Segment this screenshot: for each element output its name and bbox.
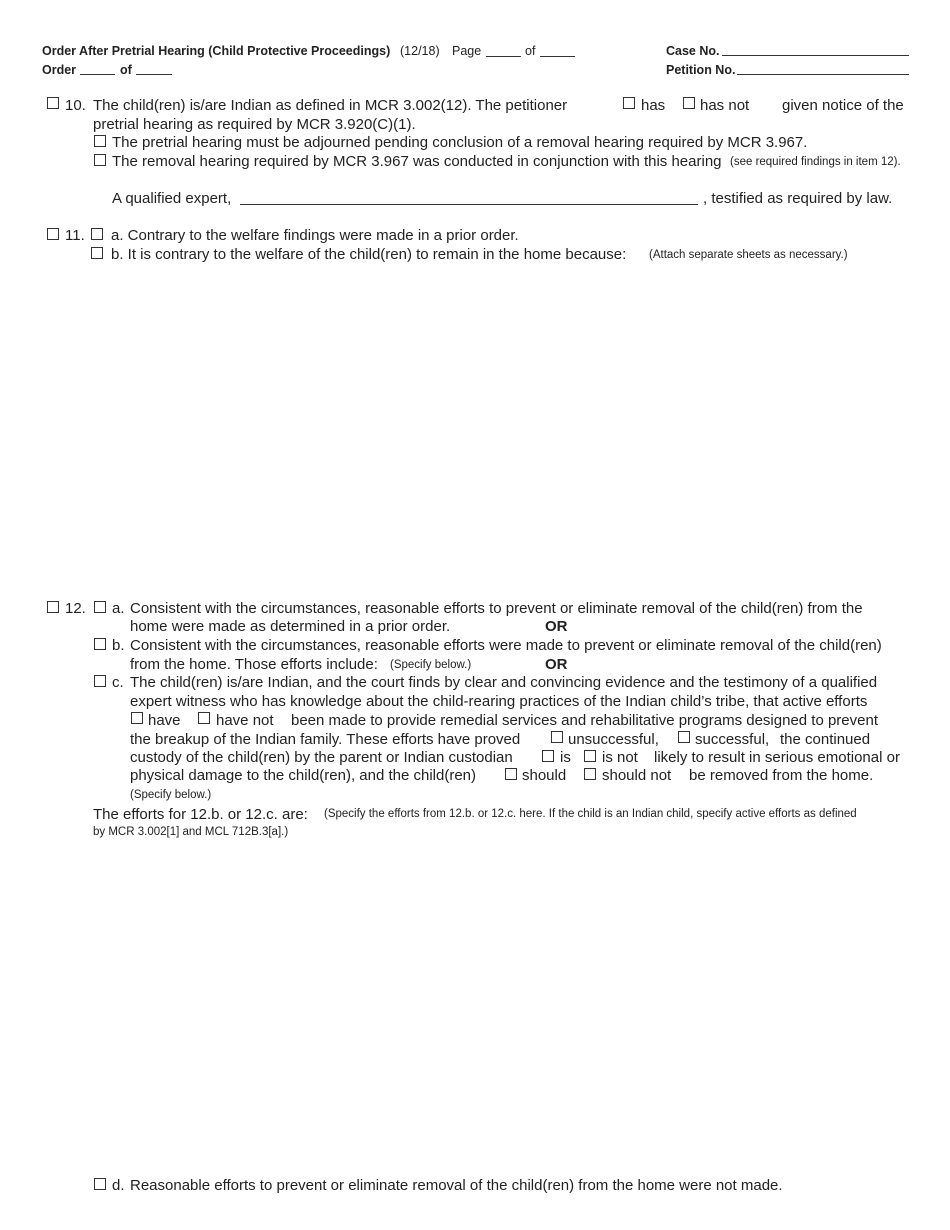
item12c-specify: (Specify below.) (130, 789, 212, 801)
item11b-text: b. It is contrary to the welfare of the child(ren) to remain in the home because: (111, 246, 627, 263)
should-checkbox[interactable] (505, 768, 517, 780)
efforts-note-1: (Specify the efforts from 12.b. or 12.c. here. If the child is an Indian child, specify active efforts as defined (324, 808, 857, 820)
petitioner-has-checkbox[interactable] (623, 97, 635, 109)
item11a-text: a. Contrary to the welfare findings were made in a prior order. (111, 227, 519, 244)
has-not-label: has not (700, 97, 750, 114)
item12a-checkbox[interactable] (94, 601, 106, 613)
expert-prefix: A qualified expert, (112, 190, 232, 207)
efforts-have-not-checkbox[interactable] (198, 712, 210, 724)
item11-checkbox[interactable] (47, 228, 59, 240)
order-number-field[interactable] (80, 74, 115, 75)
item12d-letter: d. (112, 1177, 125, 1194)
petition-no-field[interactable] (737, 74, 909, 75)
efforts-have-checkbox[interactable] (131, 712, 143, 724)
page-total-field[interactable] (540, 56, 575, 57)
expert-suffix: , testified as required by law. (703, 190, 893, 207)
successful-label: successful, (695, 731, 770, 748)
item10-text: The child(ren) is/are Indian as defined in MCR 3.002(12). The petitioner (93, 97, 568, 114)
item12c-line5a: custody of the child(ren) by the parent or Indian custodian (130, 749, 513, 766)
expert-name-field[interactable] (240, 204, 698, 205)
item12a-letter: a. (112, 600, 125, 617)
item11a-checkbox[interactable] (91, 228, 103, 240)
item12-checkbox[interactable] (47, 601, 59, 613)
item12b-specify: (Specify below.) (390, 659, 472, 671)
item11b-note: (Attach separate sheets as necessary.) (649, 249, 848, 261)
should-not-checkbox[interactable] (584, 768, 596, 780)
page-number-field[interactable] (486, 56, 521, 57)
page-of-label: of (525, 44, 536, 58)
unsuccessful-checkbox[interactable] (551, 731, 563, 743)
item12a-line1: Consistent with the circumstances, reasonable efforts to prevent or eliminate removal of the child(ren) from the (130, 600, 863, 617)
item12c-line6b: be removed from the home. (689, 767, 874, 784)
petition-no-label: Petition No. (666, 63, 736, 77)
custody-is-not-checkbox[interactable] (584, 750, 596, 762)
item12c-line4b: the continued (780, 731, 871, 748)
item10-checkbox[interactable] (47, 97, 59, 109)
item12a-line2: home were made as determined in a prior order. (130, 618, 451, 635)
item12b-line2: from the home. Those efforts include: (130, 656, 378, 673)
successful-checkbox[interactable] (678, 731, 690, 743)
case-no-field[interactable] (722, 55, 909, 56)
item11b-checkbox[interactable] (91, 247, 103, 259)
item10-number: 10. (65, 97, 86, 114)
order-of-label: of (120, 63, 132, 77)
unsuccessful-label: unsuccessful, (568, 731, 659, 748)
item12c-line2: expert witness who has knowledge about the child-rearing practices of the Indian child’s tribe, that active efforts (130, 693, 868, 710)
item12b-checkbox[interactable] (94, 638, 106, 650)
item12c-line6a: physical damage to the child(ren), and the child(ren) (130, 767, 477, 784)
efforts-label: The efforts for 12.b. or 12.c. are: (93, 806, 308, 823)
petitioner-has-not-checkbox[interactable] (683, 97, 695, 109)
conducted-checkbox[interactable] (94, 154, 106, 166)
is-label: is (560, 749, 571, 766)
item12d-checkbox[interactable] (94, 1178, 106, 1190)
item12c-line4a: the breakup of the Indian family. These efforts have proved (130, 731, 521, 748)
adjourned-checkbox[interactable] (94, 135, 106, 147)
conducted-text: The removal hearing required by MCR 3.967 was conducted in conjunction with this hearing (112, 153, 722, 170)
item12c-line3: been made to provide remedial services and rehabilitative programs designed to prevent (291, 712, 878, 729)
item12b-line1: Consistent with the circumstances, reasonable efforts were made to prevent or eliminate removal of the child(ren) (130, 637, 882, 654)
form-revision: (12/18) (400, 44, 440, 58)
item12c-letter: c. (112, 674, 124, 691)
form-title: Order After Pretrial Hearing (Child Protective Proceedings) (42, 44, 391, 58)
item10-text-c: pretrial hearing as required by MCR 3.920(C)(1). (93, 116, 416, 133)
should-not-label: should not (602, 767, 672, 784)
item11-number: 11. (65, 227, 85, 244)
has-label: has (641, 97, 666, 114)
conducted-note: (see required findings in item 12). (730, 156, 901, 168)
item12c-line1: The child(ren) is/are Indian, and the court finds by clear and convincing evidence and the testimony of a qualified (130, 674, 878, 691)
order-total-field[interactable] (136, 74, 172, 75)
item12b-letter: b. (112, 637, 125, 654)
or-label-a: OR (545, 618, 568, 635)
or-label-b: OR (545, 656, 568, 673)
item10-text-b: given notice of the (782, 97, 904, 114)
should-label: should (522, 767, 567, 784)
order-label: Order (42, 63, 77, 77)
adjourned-text: The pretrial hearing must be adjourned pending conclusion of a removal hearing required by MCR 3.967. (112, 134, 808, 151)
item12c-line5b: likely to result in serious emotional or (654, 749, 900, 766)
is-not-label: is not (602, 749, 638, 766)
have-label: have (148, 712, 181, 729)
case-no-label: Case No. (666, 44, 720, 58)
have-not-label: have not (216, 712, 274, 729)
item12d-text: Reasonable efforts to prevent or eliminate removal of the child(ren) from the home were not made. (130, 1177, 783, 1194)
item12c-checkbox[interactable] (94, 675, 106, 687)
custody-is-checkbox[interactable] (542, 750, 554, 762)
efforts-note-2: by MCR 3.002[1] and MCL 712B.3[a].) (93, 826, 289, 838)
item12-number: 12. (65, 600, 86, 617)
page-label: Page (452, 44, 482, 58)
